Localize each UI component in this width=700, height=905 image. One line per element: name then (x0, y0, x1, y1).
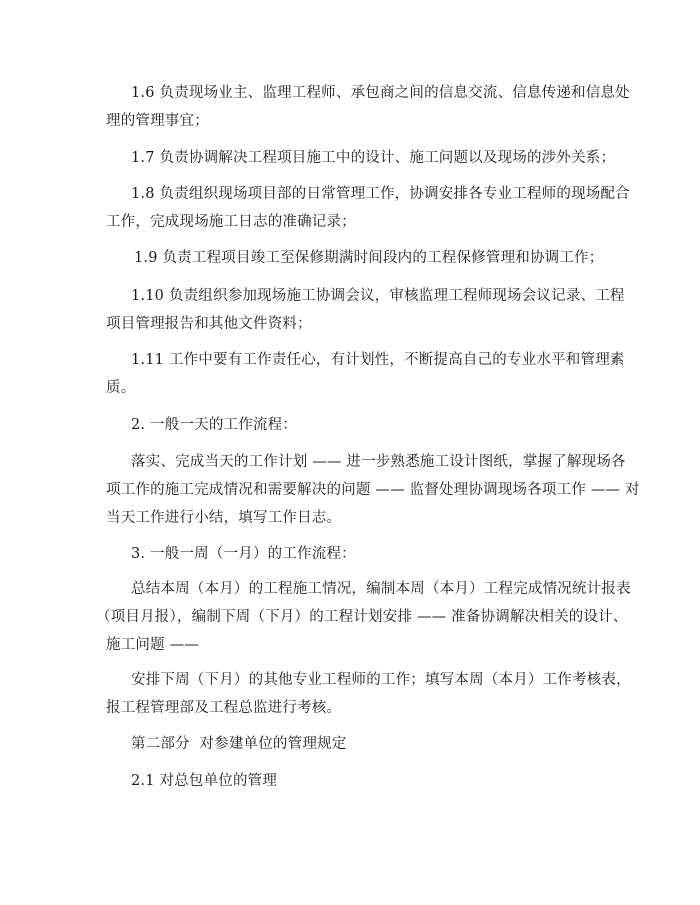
text-line: 质。 (106, 380, 136, 396)
text-line: 落实、完成当天的工作计划 —— 进一步熟悉施工设计图纸，掌握了解现场各 (131, 454, 626, 470)
paragraph-1-9 (106, 244, 604, 272)
paragraph-weekly-followup (106, 666, 631, 722)
text-line: 3. 一般一周（一月）的工作流程： (131, 546, 356, 562)
text-line: 施工问题 —— (106, 637, 200, 653)
paragraph-1-11 (106, 346, 625, 402)
text-line: 总结本周（本月）的工程施工情况，编制本周（本月）工程完成情况统计报表 (131, 581, 631, 597)
text-line: 项工作的施工完成情况和需要解决的问题 —— 监督处理协调现场各项工作 —— 对 (106, 482, 640, 498)
subheading-2-1 (106, 767, 596, 795)
paragraph-1-10 (106, 282, 625, 338)
paragraph-1-7 (106, 144, 616, 172)
text-line: 2. 一般一天的工作流程： (131, 417, 298, 433)
heading-daily-workflow (106, 411, 596, 439)
text-line: 安排下周（下月）的其他专业工程师的工作；填写本周（本月）工作考核表， (131, 672, 631, 688)
text-line: 理的管理事宜； (106, 113, 209, 129)
text-line: 1.11 工作中要有工作责任心，有计划性，不断提高自己的专业水平和管理素 (131, 352, 625, 368)
text-line: 1.7 负责协调解决工程项目施工中的设计、施工问题以及现场的涉外关系； (131, 150, 616, 166)
paragraph-1-8 (106, 180, 630, 236)
text-line: 2.1 对总包单位的管理 (131, 773, 278, 789)
text-line: 第二部分 对参建单位的管理规定 (131, 736, 347, 752)
paragraph-daily-workflow (106, 448, 640, 532)
text-line: 1.6 负责现场业主、监理工程师、承包商之间的信息交流、信息传递和信息处 (131, 85, 630, 101)
text-line: （项目月报），编制下周（下月）的工程计划安排 —— 准备协调解决相关的设计、 (96, 609, 628, 625)
paragraph-1-6 (106, 79, 630, 135)
text-line: 工作，完成现场施工日志的准确记录； (106, 214, 356, 230)
text-line: 项目管理报告和其他文件资料； (106, 316, 312, 332)
text-line: 1.9 负责工程项目竣工至保修期满时间段内的工程保修管理和协调工作； (134, 250, 604, 266)
text-line: 当天工作进行小结，填写工作日志。 (106, 510, 342, 526)
heading-weekly-workflow (106, 540, 596, 568)
section-heading-part-two (106, 730, 596, 758)
text-line: 1.10 负责组织参加现场施工协调会议，审核监理工程师现场会议记录、工程 (131, 288, 625, 304)
paragraph-weekly-workflow (96, 575, 631, 659)
text-line: 报工程管理部及工程总监进行考核。 (106, 700, 342, 716)
text-line: 1.8 负责组织现场项目部的日常管理工作，协调安排各专业工程师的现场配合 (131, 186, 630, 202)
